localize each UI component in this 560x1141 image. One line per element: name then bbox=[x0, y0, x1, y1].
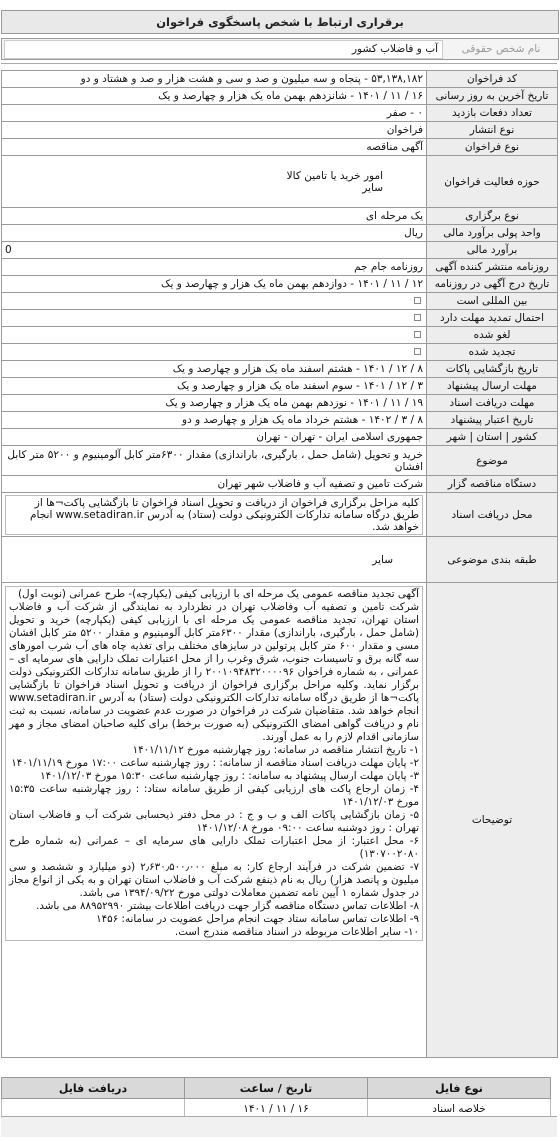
label-validity: تاریخ اعتبار پیشنهاد bbox=[427, 412, 558, 429]
value-visits: ۰ - صفر bbox=[2, 105, 427, 122]
value-renewed bbox=[2, 344, 427, 361]
value-estimate: 0 bbox=[2, 242, 427, 259]
value-opening: ۸ / ۱۲ / ۱۴۰۱ - هشتم اسفند ماه یک هزار و چهارصد و یک bbox=[2, 361, 427, 378]
desc-line: ۷- تضمین شرکت در فرآیند ارجاع کار: به مبلغ ۲٫۶۳۰٫۵۰۰٫۰۰۰ (دو میلیارد و ششصد و سی میلیون و پانصد هزار) ریال به نام ذینفع شرکت آب و فاضلاب استان تهران و به یکی از انواع مجاز در جدول شماره ۱ آیین نامه تضمین معاملات دولتی مورخ ۱۳۹۴/۰۹/۲۲ می باشد. bbox=[9, 861, 419, 899]
label-newspaper: روزنامه منتشر کننده آگهی bbox=[427, 259, 558, 276]
value-location: جمهوری اسلامی ایران - تهران - تهران bbox=[2, 429, 427, 446]
label-call-type: نوع فراخوان bbox=[427, 139, 558, 156]
divider bbox=[1, 63, 557, 64]
label-opening: تاریخ بازگشایی پاکات bbox=[427, 361, 558, 378]
value-publish-type: فراخوان bbox=[2, 122, 427, 139]
desc-line: ۴- زمان ارجاع پاکت های ارزیابی کیفی از طریق سامانه ستاد: : روز چهارشنبه ساعت ۱۵:۳۵ مورخ ۱۴۰۱/۱۲/۰۳ bbox=[9, 783, 419, 808]
row-holding-type bbox=[2, 208, 558, 225]
value-international bbox=[2, 293, 427, 310]
doc-place-text: کلیه مراحل برگزاری فراخوان از دریافت و تحویل اسناد فراخوان تا بازگشایی پاکت¬ها از طریق درگاه سامانه تدارکات الکترونیکی دولت (ستاد) به آدرس www.setadiran.ir انجام خواهد شد. bbox=[5, 495, 423, 535]
label-renewed: تجدید شده bbox=[427, 344, 558, 361]
row-international bbox=[2, 293, 558, 310]
label-description: توضیحات bbox=[427, 583, 558, 1058]
label-extension: احتمال تمدید مهلت دارد bbox=[427, 310, 558, 327]
files-table bbox=[1, 1077, 551, 1119]
row-currency bbox=[2, 225, 558, 242]
value-organizer: شرکت تامین و تصفیه آب و فاضلاب شهر تهران bbox=[2, 476, 427, 493]
row-category bbox=[2, 537, 558, 583]
desc-line: ۶- محل اعتبار: از محل اعتبارات تملک دارایی های سرمایه ای – عمرانی (به شماره طرح ۱۳۰۷۰۰۲۰۸۰) bbox=[9, 835, 419, 860]
label-estimate: برآورد مالی bbox=[427, 242, 558, 259]
label-publish-type: نوع انتشار bbox=[427, 122, 558, 139]
label-submit-deadline: مهلت ارسال پیشنهاد bbox=[427, 378, 558, 395]
details-table bbox=[1, 70, 558, 1058]
desc-line: ۳- پایان مهلت ارسال پیشنهاد به سامانه: : روز چهارشنبه ساعت ۱۵:۳۰ مورخ ۱۴۰۱/۱۲/۰۳ bbox=[40, 770, 419, 782]
contact-label: نام شخص حقوقی bbox=[461, 43, 541, 55]
row-publish-type bbox=[2, 122, 558, 139]
value-news-date: ۱۲ / ۱۱ / ۱۴۰۱ - دوازدهم بهمن ماه یک هزار و چهارصد و یک bbox=[2, 276, 427, 293]
value-description bbox=[2, 583, 427, 1058]
category-text: سایر bbox=[372, 553, 393, 566]
label-visits: تعداد دفعات بازدید bbox=[427, 105, 558, 122]
value-submit-deadline: ۳ / ۱۲ / ۱۴۰۱ - سوم اسفند ماه یک هزار و چهارصد و یک bbox=[2, 378, 427, 395]
label-news-date: تاریخ درج آگهی در روزنامه bbox=[427, 276, 558, 293]
label-organizer: دستگاه مناقصه گزار bbox=[427, 476, 558, 493]
checkbox-icon bbox=[414, 348, 421, 355]
label-subject: موضوع bbox=[427, 446, 558, 476]
value-extension bbox=[2, 310, 427, 327]
file-type: خلاصه اسناد bbox=[368, 1099, 551, 1119]
value-subject: خرید و تحویل (شامل حمل ، بارگیری، باراندازی) مقدار ۶۳۰۰متر کابل آلومینیوم و ۵۲۰۰ متر کابل افشان bbox=[2, 446, 427, 476]
label-holding-type: نوع برگزاری bbox=[427, 208, 558, 225]
desc-line: ۲- پایان مهلت دریافت اسناد مناقصه از سامانه: : روز چهارشنبه ساعت ۱۷:۰۰ مورخ ۱۴۰۱/۱۱/۱۹ bbox=[11, 757, 419, 769]
value-doc-place bbox=[2, 493, 427, 537]
value-holding-type: یک مرحله ای bbox=[2, 208, 427, 225]
value-last-update: ۱۶ / ۱۱ / ۱۴۰۱ - شانزدهم بهمن ماه یک هزار و چهارصد و یک bbox=[2, 88, 427, 105]
desc-line: آگهی تجدید مناقصه عمومی یک مرحله ای با ارزیابی کیفی (یکپارچه)- طرح عمرانی (نوبت اول) bbox=[18, 588, 419, 600]
description-box bbox=[5, 586, 423, 941]
desc-line: ۹- اطلاعات تماس سامانه ستاد جهت انجام مراحل عضویت در سامانه: ۱۴۵۶ bbox=[96, 913, 419, 925]
files-header-row bbox=[2, 1078, 551, 1099]
row-submit-deadline bbox=[2, 378, 558, 395]
row-news-date bbox=[2, 276, 558, 293]
page-footer bbox=[1, 1116, 557, 1137]
row-extension bbox=[2, 310, 558, 327]
label-location: کشور | استان | شهر bbox=[427, 429, 558, 446]
value-activity bbox=[2, 156, 427, 208]
files-header-date: تاریخ / ساعت bbox=[185, 1078, 368, 1099]
desc-line: ۵- زمان بازگشایی پاکات الف و ب و ج : در محل دفتر ذیحسابی شرکت آب و فاضلاب استان تهران : روز دوشنبه ساعت ۰۹:۰۰ مورخ ۱۴۰۱/۱۲/۰۸ bbox=[9, 809, 419, 834]
label-doc-place: محل دریافت اسناد bbox=[427, 493, 558, 537]
row-organizer bbox=[2, 476, 558, 493]
desc-line: ۱۰- سایر اطلاعات مربوطه در اسناد مناقصه مندرج است. bbox=[174, 926, 419, 938]
row-doc-place bbox=[2, 493, 558, 537]
checkbox-icon bbox=[414, 297, 421, 304]
label-doc-deadline: مهلت دریافت اسناد bbox=[427, 395, 558, 412]
desc-line: شرکت تامین و تصفیه آب وفاضلاب تهران در نظردارد به نمایندگی از شرکت آب و فاضلاب استان تهران، تجدید مناقصه عمومی یک مرحله ای با ارزیابی کیفی (یکپارچه) خرید و تحویل (شامل حمل ، بارگیری، باراندازی) مقدار ۶۳۰۰متر کابل آلومینیوم و مقدار ۵۲۰۰ متر کابل افشان مسی و مقدار ۶۰۰ متر کابل پرتولین در سایزهای مختلف برای تغذیه چاه های آب شرب امورهای سه گانه برق و تاسیسات جنوب، شرق وغرب را از محل اعتبارات تملک دارایی های سرمایه ای – عمرانی ، به شماره فراخوان ۲۰۰۱۰۹۴۸۳۲۰۰۰۰۹۶ را از طریق سامانه تدارکات الکترونیکی دولت برگزار نماید. وکلیه مراحل برگزاری فراخوان از دریافت و تحویل اسناد فراخوان تا بازگشایی پاکت¬ها از طریق درگاه سامانه تدارکات الکترونیکی دولت (ستاد) به آدرس www.setadiran.ir انجام خواهد شد. متقاضیان شرکت در فراخوان در صورت عدم عضویت در سامانه، نسبت به ثبت نام و دریافت گواهی امضای الکترونیکی (به صورت برخط) برای کلیه صاحبان امضای مجاز و مهر سازمانی اقدام لازم را به عمل آورند. bbox=[9, 601, 419, 743]
row-call-type bbox=[2, 139, 558, 156]
row-visits bbox=[2, 105, 558, 122]
value-newspaper: روزنامه جام جم bbox=[2, 259, 427, 276]
desc-line: ۱- تاریخ انتشار مناقصه در سامانه: روز چهارشنبه مورخ ۱۴۰۱/۱۱/۱۲ bbox=[132, 744, 419, 756]
label-activity: حوزه فعالیت فراخوان bbox=[427, 156, 558, 208]
desc-line: ۸- اطلاعات تماس دستگاه مناقصه گزار جهت دریافت اطلاعات بیشتر ۸۸۹۵۲۹۹۰ می باشد. bbox=[36, 900, 419, 912]
label-international: بین المللی است bbox=[427, 293, 558, 310]
activity-line-2: سایر bbox=[362, 181, 383, 194]
row-activity bbox=[2, 156, 558, 208]
row-cancelled bbox=[2, 327, 558, 344]
row-description bbox=[2, 583, 558, 1058]
value-call-type: آگهی مناقصه bbox=[2, 139, 427, 156]
file-date: ۱۶ / ۱۱ / ۱۴۰۱ bbox=[185, 1099, 368, 1119]
row-doc-deadline bbox=[2, 395, 558, 412]
contact-row bbox=[1, 38, 559, 60]
label-currency: واحد پولی برآورد مالی bbox=[427, 225, 558, 242]
value-currency: ریال bbox=[2, 225, 427, 242]
checkbox-icon bbox=[414, 314, 421, 321]
row-newspaper bbox=[2, 259, 558, 276]
label-cancelled: لغو شده bbox=[427, 327, 558, 344]
value-cancelled bbox=[2, 327, 427, 344]
row-code bbox=[2, 71, 558, 88]
row-renewed bbox=[2, 344, 558, 361]
row-validity bbox=[2, 412, 558, 429]
value-category bbox=[2, 537, 427, 583]
files-header-download: دریافت فایل bbox=[2, 1078, 185, 1099]
row-last-update bbox=[2, 88, 558, 105]
files-header-type: نوع فایل bbox=[368, 1078, 551, 1099]
label-code: کد فراخوان bbox=[427, 71, 558, 88]
row-estimate bbox=[2, 242, 558, 259]
value-doc-deadline: ۱۹ / ۱۱ / ۱۴۰۱ - نوزدهم بهمن ماه یک هزار و چهارصد و یک bbox=[2, 395, 427, 412]
value-validity: ۸ / ۳ / ۱۴۰۲ - هشتم خرداد ماه یک هزار و چهارصد و دو bbox=[2, 412, 427, 429]
activity-line-1: امور خرید یا تامین کالا bbox=[286, 169, 383, 182]
row-location bbox=[2, 429, 558, 446]
row-subject bbox=[2, 446, 558, 476]
row-opening bbox=[2, 361, 558, 378]
value-code: ۵۳,۱۳۸,۱۸۲ - پنجاه و سه میلیون و صد و سی و هشت هزار و صد و هشتاد و دو bbox=[2, 71, 427, 88]
contact-value: آب و فاضلاب کشور bbox=[4, 40, 443, 59]
checkbox-icon bbox=[414, 331, 421, 338]
page-header: برقراری ارتباط با شخص پاسخگوی فراخوان bbox=[1, 10, 559, 34]
label-category: طبقه بندی موضوعی bbox=[427, 537, 558, 583]
label-last-update: تاریخ آخرین به روز رسانی bbox=[427, 88, 558, 105]
